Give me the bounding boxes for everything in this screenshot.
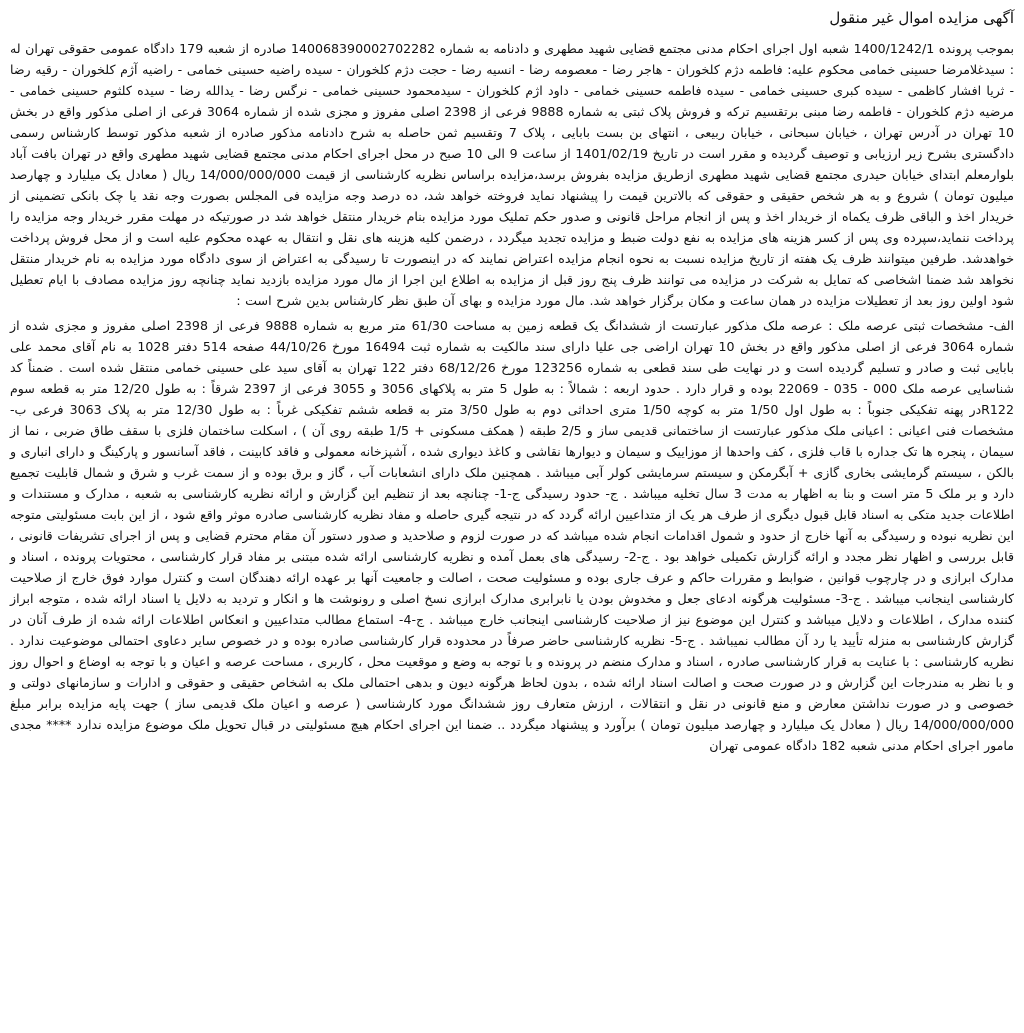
notice-title: آگهی مزایده اموال غیر منقول bbox=[829, 9, 1014, 27]
notice-paragraph-intro: بموجب پرونده 1400/1242/1 شعبه اول اجرای احکام مدنی مجتمع قضایی شهید مطهری و دادنامه به شماره 140068390002702282 صادره از شعبه 179 دادگاه عمومی حقوقی تهران له : سیدغلامرضا حسینی خمامی محکوم علیه: فاطمه دژم کلخوران - هاجر رضا - معصومه رضا - انسیه رضا - حجت دژم کلخوران - سیده راضیه حسینی خمامی - راضیه آژم کلخوران - رقیه رضا - ثریا افشار کاظمی - سیده کبری حسینی خمامی - سیده فاطمه حسینی خمامی - داود اژم کلخوران - سیدمحمود حسینی خمامی - نرگس رضا - یدالله رضا - سیده کلثوم حسینی خمامی - مرضیه دژم کلخوران - فاطمه رضا مبنی برتقسیم ترکه و فروش پلاک ثبتی به شماره 9888 فرعی از 2398 اصلی مفروز و مجزی شده از شماره 3064 فرعی از اصلی مذکور واقع در بخش 10 تهران در آدرس تهران ، خیابان سبحانی ، خیابان ربیعی ، انتهای بن بست بابایی ، پلاک 7 وتقسیم ثمن حاصله به شرح دادنامه مذکور صادره از شعبه مذکور توسط کارشناس رسمی دادگستری بشرح زیر ارزیابی و توصیف گردیده و مقرر است در تاریخ 1401/02/19 از ساعت 9 الی 10 صبح در محل اجرای احکام مدنی مجتمع قضایی شهید مطهری واقع در تهران بافت آباد بلوارمعلم ابتدای خیابان حیدری مجتمع قضایی شهید مطهری ازطریق مزایده بفروش برسد،مزایده براساس نظریه کارشناسی از قیمت 14/000/000/000 ریال ( معادل یک میلیارد و چهارصد میلیون تومان ) شروع و به هر شخص حقیقی و حقوقی که بالاترین قیمت را پیشنهاد نماید فروخته خواهد شد، ده درصد وجه مزایده فی المجلس بصورت وجه نقد یا چک بانکی تضمینی از خریدار اخذ و الباقی ظرف یکماه از خریدار اخذ و پس از انجام مراحل قانونی و صدور حکم تملیک مورد مزایده بنام خریدار منتقل خواهد شد در صورتیکه در مهلت مقرر خریدار وجه مزایده را پرداخت ننماید،سپرده وی پس از کسر هزینه های مزایده به نفع دولت ضبط و مزایده تجدید میگردد ، درضمن کلیه هزینه های نقل و انتقال به عهده محکوم علیه است و از محل فروش پرداخت خواهدشد. طرفین میتوانند ظرف یک هفته از تاریخ مزایده نسبت به نحوه انجام مزایده اعتراض نمایند که در اینصورت تا رسیدگی به اعتراض از سوی دادگاه مورد مزایده به نام خریدار منتقل نخواهد شد ضمنا اشخاصی که تمایل به شرکت در مزایده می توانند ظرف پنج روز قبل از مزایده به اطلاع این اجرا از مال مورد مزایده بازدید نماید چنانچه روز مزایده مصادف با ایام تعطیل شود اولین روز بعد از تعطیلات مزایده در همان ساعت و مکان برگزار خواهد شد. مال مورد مزایده و بهای آن طبق نظر کارشناس بدین شرح است : bbox=[10, 41, 1015, 308]
notice-paragraph-specifications: الف- مشخصات ثبتی عرصه ملک : عرصه ملک مذکور عبارتست از ششدانگ یک قطعه زمین به مساحت 61/30 متر مربع به شماره 9888 فرعی از 2398 اصلی مفروز و مجزی شده از شماره 3064 فرعی از اصلی مذکور واقع در بخش 10 تهران اراضی جی علیا دارای سند مالکیت به شماره ثبت 16494 مورخ 44/10/26 صفحه 514 دفتر 1028 به نام آقای محمد علی بابایی ثبت و صادر و تسلیم گردیده است و در نهایت طی سند قطعی به شماره 123256 مورخ 68/12/26 دفتر 122 تهران به آقای سید علی حسینی خمامی منتقل شده است . ضمناً کد شناسایی عرصه ملک 000 - 035 - 22069 بوده و قرار دارد . حدود اربعه : شمالاً : به طول 5 متر به پلاکهای 3056 و 3055 فرعی از 2397 شرقاً : به طول 12/20 متر به قطعه سوم R122در پهنه تفکیکی جنوباً : به طول اول 1/50 متر به کوچه 1/50 متری احداثی دوم به طول 3/50 متر به قطعه ششم تفکیکی غرباً : به طول 12/30 متر به پلاک 3063 فرعی ب- مشخصات فنی اعیانی : اعیانی ملک مذکور عبارتست از ساختمانی قدیمی ساز و 2/5 طبقه ( همکف مسکونی + 1/5 طبقه روی آن ) ، اسکلت ساختمان فلزی با سقف طاق ضربی ، نما از سیمان ، پنجره ها تک جداره با قاب فلزی ، کف واحدها از موزاییک و سیمان و دیوارها نقاشی و کاغذ دیواری شده ، آشپزخانه معمولی و فاقد کابینت ، فاقد آسانسور و پارکینگ و دارای انباری و بالکن ، سیستم گرمایشی بخاری گازی + آبگرمکن و سیستم سرمایشی کولر آبی میباشد . همچنین ملک دارای انشعابات آب ، گاز و برق بوده و از سمت غرب و شرق و شمال قابلیت تجمیع دارد و بر ملک 5 متر است و بنا به اظهار به مدت 3 سال تخلیه میباشد . ج- حدود رسیدگی ج-1- چنانچه بعد از تنظیم این گزارش و ارائه نظریه کارشناسی به شعبه ، مدارک و مستندات و اطلاعات جدید متکی به اسناد قابل قبول دیگری از طرف هر یک از متداعیین ارائه گردد که در نتیجه گیری حاصله و مفاد نظریه کارشناسی صادره موثر واقع شود ، از این بابت مسئولیتی متوجه این نظریه نبوده و رسیدگی به آنها خارج از حدود و شمول اقدامات انجام شده میباشد که در صورت لزوم و صلاحدید و صدور دستور آن مقام محترم قضایی و پس از اجرای تشریفات قانونی ، قابل بررسی و اظهار نظر مجدد و ارائه گزارش تکمیلی خواهد بود . ج-2- رسیدگی های بعمل آمده و نظریه کارشناسی ارائه شده مبتنی بر مفاد قرار کارشناسی ، محتویات پرونده ، اسناد و مدارک ابرازی و در چارچوب قوانین ، ضوابط و مقررات حاکم و عرف جاری بوده و مسئولیت صحت ، اصالت و جامعیت آنها بر عهده ارائه دهندگان است و کنترل موارد فوق خارج از صلاحیت کارشناسی اینجانب میباشد . ج-3- مسئولیت هرگونه ادعای جعل و مخدوش بودن یا نابرابری مدارک ابرازی نسخ اصلی و رونوشت ها و انکار و تردید به دلایل یا اسناد ارائه شده ، متوجه ابراز کننده مدارک ، اطلاعات و دلایل میباشد و کنترل این موضوع نیز از صلاحیت کارشناسی اینجانب خارج میباشد . ج-4- استماع مطالب متداعیین و انعکاس اطلاعات ارائه شده از طرف آنان در گزارش کارشناسی به منزله تأیید یا رد آن مطالب نمیباشد . ج-5- نظریه کارشناسی حاضر صرفاً در محدوده قرار کارشناسی صادره بوده و در خصوص سایر دعاوی احتمالی موضوعیت ندارد . نظریه کارشناسی : با عنایت به قرار کارشناسی صادره ، اسناد و مدارک منضم در پرونده و با توجه به وضع و موقعیت محل ، کاربری ، مساحت عرصه و اعیان و با توجه به اوضاع و احوال روز و با نظر به مندرجات این گزارش و در صورت صحت و اصالت اسناد ارائه شده ، بدون لحاظ هرگونه دیون و بدهی احتمالی ملک به اشخاص حقیقی و حقوقی و ادارات و سازمانهای دولتی و خصوصی و در صورت نداشتن معارض و منع قانونی در نقل و انتقالات ، ارزش متعارف روز ششدانگ مورد کارشناسی ( عرصه و اعیان ملک قدیمی ساز ) جهت پایه مزایده برابر مبلغ 14/000/000/000 ریال ( معادل یک میلیارد و چهارصد میلیون تومان ) برآورد و پیشنهاد میگردد .. ضمنا این اجرای احکام هیچ مسئولیتی در قبال تحویل ملک موضوع مزایده ندارد **** مجدی مامور اجرای احکام مدنی شعبه 182 دادگاه عمومی تهران bbox=[10, 318, 1014, 753]
